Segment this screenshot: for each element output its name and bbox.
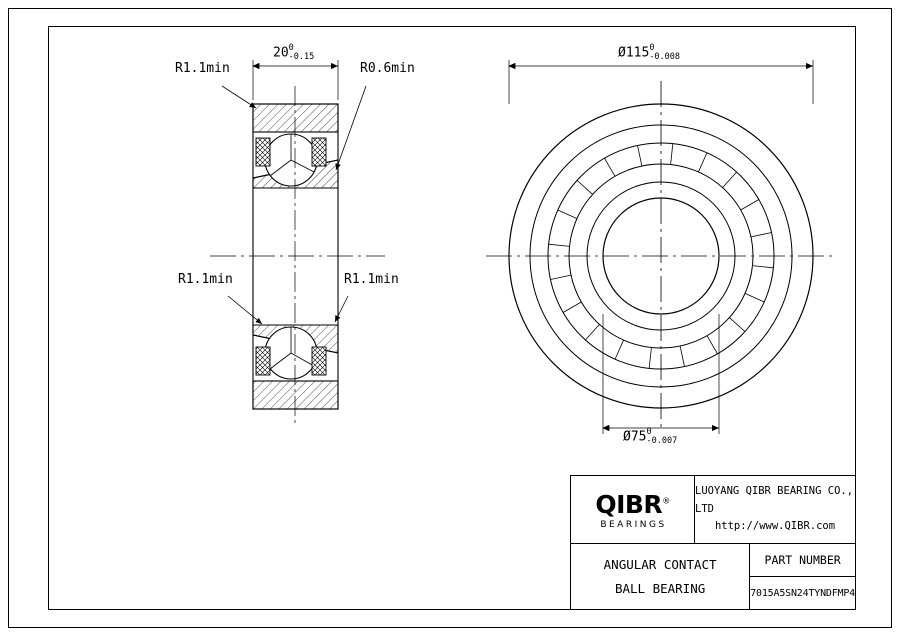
callout-r11min-bottom-right: R1.1min	[344, 272, 399, 287]
product-description-line-1: ANGULAR CONTACT	[603, 557, 717, 573]
part-number-value: 7015A5SN24TYNDFMP4	[750, 588, 855, 599]
dimension-label-outer-diameter: Ø115 0 -0.008	[618, 43, 681, 62]
callout-r11min-top-left: R1.1min	[175, 61, 230, 76]
logo-wordmark: QIBR®	[595, 489, 670, 519]
part-number-label: PART NUMBER	[750, 544, 855, 577]
callout-r06min-top-right: R0.6min	[360, 61, 415, 76]
registered-trademark-icon: ®	[662, 496, 670, 506]
part-number-cell	[750, 544, 855, 610]
title-block-detail-row	[571, 544, 855, 610]
product-description-line-2: BALL BEARING	[614, 581, 706, 596]
company-name: LUOYANG QIBR BEARING CO., LTD	[695, 484, 854, 515]
dimension-label-bore-diameter: Ø75 0 -0.007	[623, 427, 678, 446]
dimension-label-width: 20 0 -0.15	[273, 43, 315, 62]
company-website[interactable]: http://www.QIBR.com	[714, 520, 836, 533]
company-info	[695, 483, 855, 537]
product-description	[571, 544, 750, 610]
title-block	[570, 475, 856, 610]
qibr-logo	[571, 476, 695, 543]
callout-r11min-bottom-left: R1.1min	[178, 272, 233, 287]
title-block-header-row	[571, 476, 855, 544]
logo-tagline: BEARINGS	[600, 519, 667, 530]
